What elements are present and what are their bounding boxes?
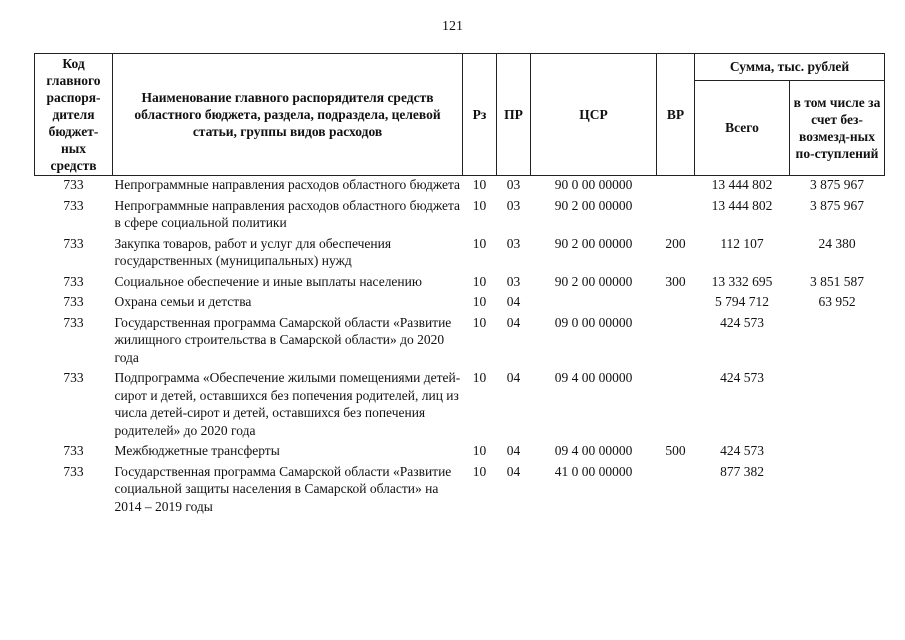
cell-code: 733 [63, 314, 84, 330]
cell-code: 733 [63, 463, 84, 479]
cell-pr: 03 [506, 273, 521, 289]
cell-grants: 3 851 587 [810, 273, 864, 289]
cell-pr: 03 [506, 197, 521, 213]
table-row [35, 197, 885, 235]
cell-rz: 10 [472, 273, 487, 289]
cell-vr [657, 197, 695, 235]
cell-pr: 04 [506, 314, 521, 330]
cell-total: 877 382 [720, 463, 764, 479]
header-sum-group: Сумма, тыс. рублей [695, 54, 885, 81]
cell-name: Закупка товаров, работ и услуг для обеспечения государственных (муниципальных) нужд [114, 235, 392, 268]
cell-code: 733 [63, 197, 84, 213]
cell-csr: 09 4 00 00000 [554, 370, 633, 385]
table-row [35, 235, 885, 273]
cell-vr [657, 314, 695, 370]
cell-total: 13 444 802 [711, 177, 773, 192]
cell-vr: 500 [665, 443, 686, 458]
table-body [35, 176, 885, 519]
cell-grants: 63 952 [818, 294, 856, 309]
cell-csr: 90 2 00 00000 [554, 197, 633, 213]
cell-vr [657, 369, 695, 442]
cell-csr: 09 4 00 00000 [554, 443, 633, 458]
table-row [35, 273, 885, 294]
table-row [35, 293, 885, 314]
cell-total: 424 573 [720, 314, 764, 330]
cell-vr: 300 [665, 273, 686, 289]
cell-grants [790, 314, 885, 370]
cell-vr: 200 [665, 235, 686, 251]
cell-total: 13 332 695 [711, 273, 773, 289]
cell-total: 424 573 [720, 370, 764, 385]
cell-rz: 10 [472, 463, 487, 479]
cell-total: 424 573 [720, 443, 764, 458]
table-row [35, 463, 885, 519]
cell-name: Государственная программа Самарской области «Развитие социальной защиты населения в Самарской области» на 2014 – 2019 годы [114, 463, 452, 514]
cell-code: 733 [63, 235, 84, 251]
table-row [35, 176, 885, 197]
cell-name: Государственная программа Самарской области «Развитие жилищного строительства в Самарской области» до 2020 года [114, 314, 452, 365]
cell-rz: 10 [472, 177, 487, 192]
cell-rz: 10 [472, 294, 487, 309]
cell-grants: 3 875 967 [810, 197, 864, 213]
header-pr: ПР [497, 54, 531, 176]
page-number: 121 [442, 19, 463, 34]
cell-csr: 90 2 00 00000 [554, 235, 633, 251]
cell-pr: 04 [506, 370, 521, 385]
table-row [35, 369, 885, 442]
cell-csr: 09 0 00 00000 [554, 314, 633, 330]
cell-rz: 10 [472, 370, 487, 385]
header-name: Наименование главного распорядителя средств областного бюджета, раздела, подраздела, целевой статьи, группы видов расходов [113, 54, 463, 176]
header-total: Всего [695, 80, 790, 175]
header-vr: ВР [657, 54, 695, 176]
cell-pr: 04 [506, 463, 521, 479]
cell-code: 733 [63, 443, 84, 458]
cell-csr: 90 2 00 00000 [554, 273, 633, 289]
cell-name: Межбюджетные трансферты [114, 443, 280, 458]
cell-csr [531, 293, 657, 314]
cell-name: Охрана семьи и детства [114, 294, 252, 309]
cell-grants [790, 463, 885, 519]
cell-name: Социальное обеспечение и иные выплаты населению [114, 273, 422, 289]
cell-total: 5 794 712 [715, 294, 769, 309]
budget-table [34, 53, 885, 518]
cell-rz: 10 [472, 197, 487, 213]
cell-grants [790, 442, 885, 463]
cell-code: 733 [63, 273, 84, 289]
cell-rz: 10 [472, 235, 487, 251]
cell-total: 13 444 802 [711, 197, 773, 213]
cell-name: Подпрограмма «Обеспечение жилыми помещениями детей-сирот и детей, оставшихся без попечения родителей, лиц из числа детей-сирот и детей, оставшихся без попечения родителей» до 2020 года [114, 370, 461, 438]
cell-grants: 3 875 967 [810, 177, 864, 192]
header-rz: Рз [463, 54, 497, 176]
header-csr: ЦСР [531, 54, 657, 176]
cell-code: 733 [63, 294, 84, 309]
table-row [35, 442, 885, 463]
header-grants: в том числе за счет без-возмезд-ных по-ступлений [790, 80, 885, 175]
header-code: Код главного распоря-дителя бюджет-ных средств [35, 54, 113, 176]
cell-code: 733 [63, 177, 84, 192]
cell-grants [790, 369, 885, 442]
cell-rz: 10 [472, 443, 487, 458]
cell-code: 733 [63, 370, 84, 385]
cell-total: 112 107 [720, 235, 764, 251]
cell-pr: 04 [506, 443, 521, 458]
cell-csr: 41 0 00 00000 [554, 463, 633, 479]
cell-vr [657, 293, 695, 314]
cell-rz: 10 [472, 314, 487, 330]
cell-pr: 04 [506, 294, 521, 309]
cell-grants: 24 380 [818, 235, 856, 251]
cell-vr [657, 176, 695, 197]
cell-name: Непрограммные направления расходов областного бюджета в сфере социальной политики [114, 197, 461, 230]
cell-vr [657, 463, 695, 519]
cell-pr: 03 [506, 235, 521, 251]
cell-pr: 03 [506, 177, 521, 192]
cell-csr: 90 0 00 00000 [554, 177, 633, 192]
table-row [35, 314, 885, 370]
cell-name: Непрограммные направления расходов областного бюджета [114, 177, 461, 192]
